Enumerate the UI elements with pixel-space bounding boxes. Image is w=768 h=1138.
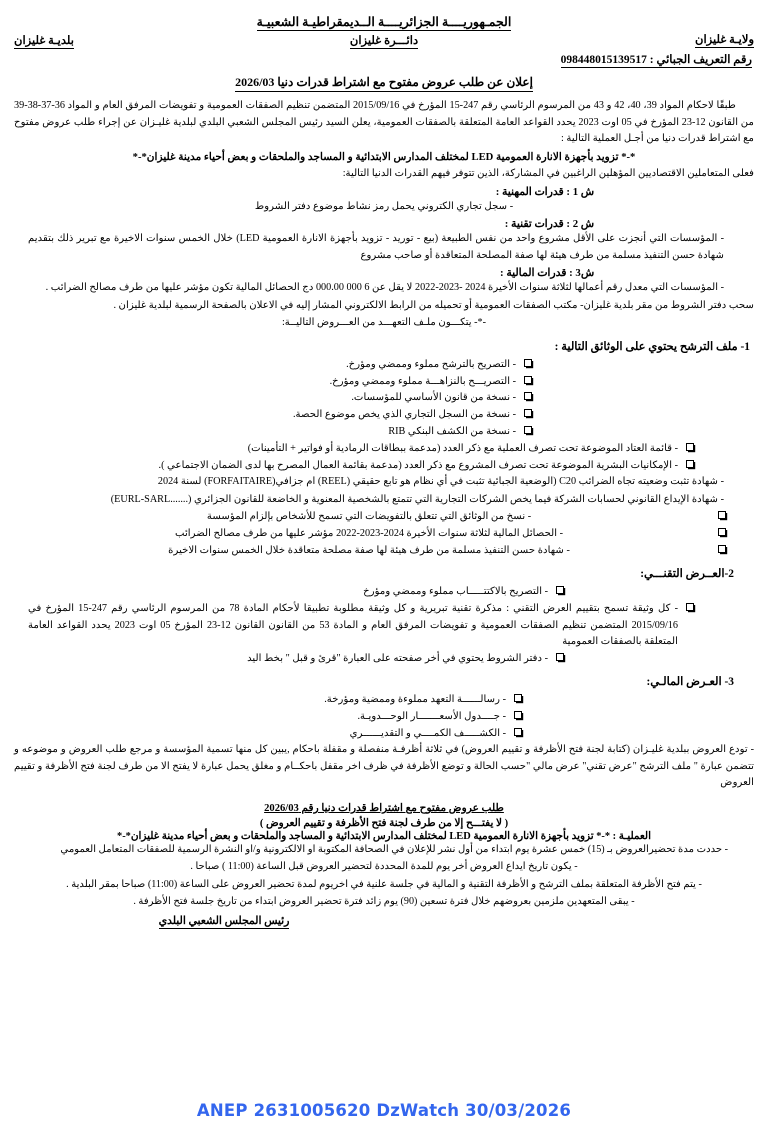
list-item-label: - التصريح بالاكتتـــــاب مملوء وممضي ومؤرخ <box>363 586 548 598</box>
capacity-technical-item-0: - المؤسسات التي أنجزت على الأقل مشروع واحد من نفس الطبيعة (بيع - توريد - تزويد بأجهزة الانارة العمومية LED) خلال الخمس سنوات الاخيرة مع تبرير ذلك بتقديم شهادة حسن التنفيذ مسلمة من طرف هيئة لها صفة المصلحة المتعاقدة أو صاحب مشروع <box>28 233 724 261</box>
list-item-label: - نسخة من السجل التجاري الذي يخص موضوع الحصة. <box>292 409 516 421</box>
anep-footer <box>0 1101 768 1120</box>
header-col-baladia <box>14 32 258 49</box>
republic-header <box>14 14 754 30</box>
section-1-checklist <box>14 357 754 441</box>
section-1-plain-item-0: - شهادة تثبت وضعيته تجاه الضرائب C20 (الوضعية الجبائية تثبت في أي نظام هو تابع حقيقي (REEL) ام جزافي(FORFAITAIRE) لسنة 2024 <box>157 476 724 488</box>
deadline-item-3: - يبقى المتعهدين ملزمين بعروضهم خلال فترة تسعين (90) يوم زائد فترة تحضير العروض ابتداء من تاريخ جلسة فتح الأظرفة . <box>133 895 635 907</box>
list-item <box>28 441 754 457</box>
list-item-label: - الإمكانيات البشرية الموضوعة تحت تصرف المشروع مع ذكر العدد (مدعمة بقائمة العمال المصرح بها لدى الضمان الاجتماعي ). <box>158 459 678 471</box>
deadline-item-2: - يتم فتح الأظرفة المتعلقة بملف الترشح و الأظرفة التقنية و المالية في جلسة علنية في اخريوم لمدة تحضير العروض على الساعة (11:00) صباحا بمقر البلدية . <box>66 878 702 890</box>
capacity-financial-item-0: - المؤسسات التي معدل رقم أعمالها لثلاثة سنوات الأخيرة 2024 -2023-2022 لا يقل عن 6 000 000.00 دج الحصائل المالية تكون مؤشر عليها من طرف مصالح الضرائب . <box>45 282 724 294</box>
daira-label: دائـــرة غليزان <box>349 35 419 47</box>
list-item-label: - التصريـــح بالنزاهـــة مملوء وممضي ومؤرخ. <box>329 375 516 387</box>
section-2-checklist-last <box>14 651 754 667</box>
list-item <box>54 357 754 373</box>
tax-identification-line <box>14 52 754 68</box>
section-1-plain-item-1: - شهادة الإيداع القانوني لحسابات الشركة فيما يخص الشركات التجارية التي تتمتع بالشخصية المعنوية و الخاضعة للقانون الجزائري (.......EURL-SARL) <box>110 493 724 505</box>
section-2-title: 2-العــرض التقنـــي: <box>640 568 734 581</box>
list-item <box>54 424 754 440</box>
list-item-label: - التصريح بالترشح مملوء وممضي ومؤرخ. <box>346 358 516 370</box>
capacity-financial-heading: ش3 : قدرات المالية : <box>500 267 594 280</box>
notice-line-3: العمليـة : *-* تزويد بأجهزة الانارة العمومية LED لمختلف المدارس الابتدائية و المساجد والملحقات و بعض أحياء مدينة غليزان*-* <box>117 830 651 842</box>
list-item-label: - نسخة من الكشف البنكي RIB <box>388 426 516 437</box>
bid-file-intro: -*- يتكـــون ملـف التعهـــد من العـــروض التاليــة: <box>281 317 487 329</box>
section-1-tail-checklist <box>14 509 754 559</box>
withdrawal-text: سحب دفتر الشروط من مقر بلدية غليزان- مكتب الصفقات العمومية أو تحميله من الرابط الالكتروني المشار إليه في الاعلان بالصفحة الرسمية لبلدية غليزان . <box>113 299 754 311</box>
signature-line <box>14 914 754 927</box>
notice-line-2: ( لا يفتـــح إلا من طرف لجنة فتح الأظرفة و تقييم العروض ) <box>259 817 509 829</box>
intro-paragraph-2: فعلى المتعاملين الاقتصاديين المؤهلين الراغبين في المشاركة، الذين تتوفر فيهم القدرات الدنيا التالية: <box>342 167 754 179</box>
list-item-label: - شهادة حسن التنفيذ مسلمة من طرف هيئة لها صفة مصلحة متعاقدة خلال الخمس سنوات الاخيرة <box>168 545 570 557</box>
section-2-checklist <box>14 584 754 600</box>
list-item-label: - جــــدول الأسعـــــــار الوحـــدويـة. <box>357 710 506 722</box>
list-item <box>54 374 754 390</box>
notice-line-1: طلب عروض مفتوح مع اشتراط قدرات دنيا رقم 2026/03 <box>264 802 504 814</box>
list-item <box>28 651 754 667</box>
list-item-label: - قائمة العتاد الموضوعة تحت تصرف العملية مع ذكر العدد (مدعمة ببطاقات الرمادية أو فواتير + التأمينات) <box>247 442 678 454</box>
list-item <box>28 543 754 559</box>
list-item-label: - الحصائل المالية لثلاثة سنوات الأخيرة 2024-2023-2022 مؤشر عليها من طرف مصالح الضرائب <box>174 528 564 540</box>
capacity-professional-heading: ش 1 : قدرات المهنية : <box>495 186 594 199</box>
list-item <box>28 692 754 708</box>
section-1-title: 1- ملف الترشح يحتوي على الوثائق التالية : <box>554 340 750 353</box>
section-3-checklist <box>14 692 754 742</box>
tax-label: رقم التعريف الجبائي : <box>649 54 752 66</box>
deadline-item-1: - يكون تاريخ ايداع العروض أخر يوم للمدة المحددة لتحضير العروض قبل الساعة (11:00 ) صباحا . <box>190 861 578 873</box>
intro-paragraph-1: طبقًا لاحكام المواد 39، 40، 42 و 43 من المرسوم الرئاسي رقم 247-15 المؤرخ في 2015/09/16 المتضمن تنظيم الصفقات العمومية و تفويضات المرفق العام و المواد 36-37-38-39 من القانون 12-23 المؤرخ في 05 اوت 2023 يحدد القواعد العامة المتعلقة بالصفقات العمومية، يعلن السيد رئيس المجلس الشعبي البلدي لبلدية غليـزان عن إجراء طلب عروض مفتوح مع اشتراط قدرات دنيا من أجـل العملية التالية : <box>14 100 754 145</box>
wilaya-label: ولايـة غليزان <box>695 34 754 46</box>
header-col-daira <box>258 32 510 49</box>
tax-number: 098448015139517 <box>560 54 647 66</box>
list-item-label: - دفتر الشروط يحتوي في أخر صفحته على العبارة "قرئ و قبل " بخط اليد <box>247 652 548 664</box>
list-item <box>28 526 754 542</box>
list-item-label: - كل وثيقة تسمح بتقييم العرض التقني : مذكرة تقنية تبريرية و كل وثيقة مطلوبة تطبيقا لأحكام المادة 78 من المرسوم الرئاسي رقم 247-15 المؤرخ في 2015/09/16 المتضمن تنظيم الصفقات العمومية و تفويضات المرفق العام و المادة 53 من القانون القانون 12-23 المؤرخ 05 اوت 2023 يحدد القواعد العامة المتعلقة بالصفقات العمومية <box>28 603 678 647</box>
list-item-label: - نسخة من قانون الأساسي للمؤسسات. <box>351 392 516 404</box>
section-3-title: 3- العـرض المالـي: <box>646 675 734 688</box>
list-item-label: - نسخ من الوثائق التي تتعلق بالتفويضات التي تسمح للأشخاص بإلزام المؤسسة <box>206 511 532 523</box>
capacity-professional-item-0: - سجل تجاري الكتروني يحمل رمز نشاط موضوع دفتر الشروط <box>254 201 514 213</box>
list-item-label: - رسالــــــة التعهد مملوءة وممضية ومؤرخة. <box>324 693 506 705</box>
list-item <box>54 390 754 406</box>
list-item <box>28 458 754 474</box>
list-item <box>28 709 754 725</box>
list-item <box>28 509 754 525</box>
list-item <box>28 601 754 650</box>
section-1-checklist-wide <box>14 441 754 474</box>
envelope-notice-block <box>14 798 754 842</box>
administrative-header-row <box>14 32 754 49</box>
header-col-wilaya <box>510 32 754 48</box>
announcement-title-text: إعلان عن طلب عروض مفتوح مع اشتراط قدرات دنيا 2026/03 <box>235 75 533 92</box>
section-2-checklist-wide <box>14 601 754 650</box>
list-item <box>28 584 754 600</box>
baladia-label: بلديـة غليزان <box>14 35 74 47</box>
list-item <box>54 407 754 423</box>
announcement-title <box>14 75 754 92</box>
anep-footer-text: ANEP 2631005620 DzWatch 30/03/2026 <box>196 1101 572 1120</box>
capacity-technical-heading: ش 2 : قدرات تقنية : <box>504 218 594 231</box>
list-item <box>28 726 754 742</box>
deadline-item-0: - حددت مدة تحضيرالعروض بـ (15) خمس عشرة يوم ابتداء من أول نشر للإعلان في الصحافة المكتوبة او الالكترونية و/او النشرة الرسمية للصفقات المتعامل العمومي <box>60 843 728 855</box>
signature-text: رئيس المجلس الشعبي البلدي <box>158 915 290 928</box>
operation-title: *-* تزويد بأجهزة الانارة العمومية LED لمختلف المدارس الابتدائية و المساجد والملحقات و بعض أحياء مدينة غليزان*-* <box>132 151 636 163</box>
republic-header-text: الجمـهوريــــة الجزائريــــة الــديمقراطيـة الشعبيـة <box>256 15 512 29</box>
list-item-label: - الكشـــــف الكمــــي و التقديــــــري <box>349 727 506 739</box>
section-3-deposit-text: - تودع العروض ببلدية غليـزان (كتابة لجنة فتح الأظرفة و تقييم العروض) في ثلاثة أظرفـة منفصلة و مقفلة باحكام ,يبين كل منها تسمية المؤسسة و مرجع طلب العروض و موضوعه و تتضمن عبارة " ملف الترشح "عرض تقني" عرض مالي "حسب الحالة و توضع الأظرفة في ظرف اخر مقفل باحكــام و مغلق يحمل عبارة لا يفتح الا من طرف لجنة فتح الأظرفة و تقييم العروض <box>14 744 754 789</box>
